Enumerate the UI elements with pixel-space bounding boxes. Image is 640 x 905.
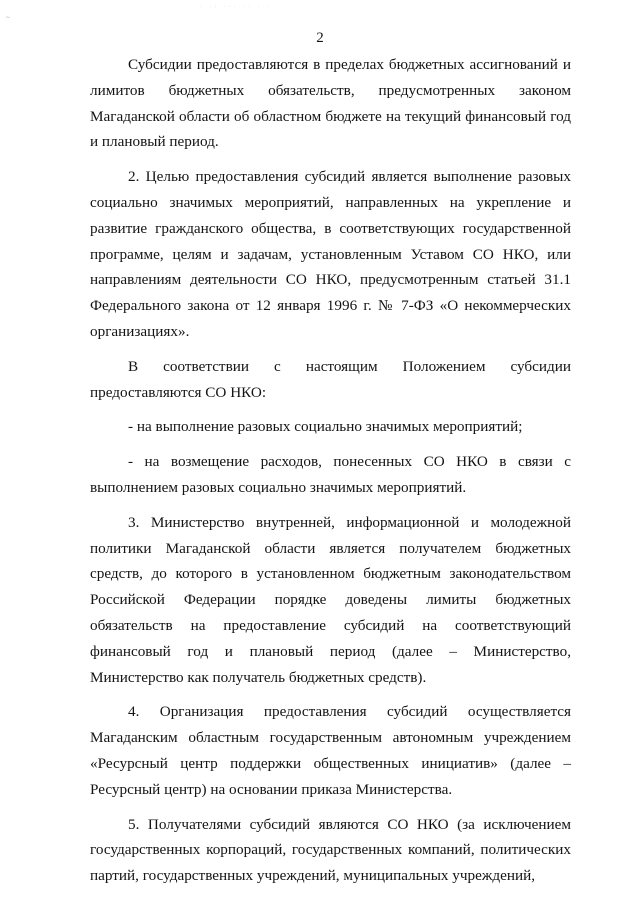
paragraph-5-recipients: 5. Получателями субсидий являются СО НКО (за исключением государственных корпораций, государственных компаний, политических партий, государственных учреждений, муниципальных учреждений, (90, 815, 571, 885)
paragraph-subsidies-provided: В соответствии с настоящим Положением субсидии предоставляются СО НКО: (90, 357, 571, 401)
list-item-events: - на выполнение разовых социально значимых мероприятий; (128, 418, 523, 436)
paragraph-budget-limits: Субсидии предоставляются в пределах бюджетных ассигнований и лимитов бюджетных обязательств, предусмотренных законом Магаданской области об областном бюджете на текущий финансовый год и плановый период. (90, 56, 571, 151)
paragraph-2-purpose: 2. Целью предоставления субсидий является выполнение разовых социально значимых мероприятий, направленных на укрепление и развитие гражданского общества, в соответствующих государственной программе, целям и задачам, установленным Уставом СО НКО, или направлениям деятельности СО НКО, предусмотренным статьей 31.1 Федерального закона от 12 января 1996 г. № 7-ФЗ «О некоммерческих организациях». (90, 168, 571, 340)
list-item-reimbursement: - на возмещение расходов, понесенных СО НКО в связи с выполнением разовых социально значимых мероприятий. (90, 453, 571, 496)
page-number: 2 (316, 30, 324, 46)
edge-mark: ~ (6, 14, 10, 22)
scan-artifact: · ·: ··· ·· · · (200, 4, 273, 10)
paragraph-4-organization: 4. Организация предоставления субсидий осуществляется Магаданским областным государственным автономным учреждением «Ресурсный центр поддержки общественных инициатив» (далее – Ресурсный центр) на основании приказа Министерства. (90, 703, 571, 798)
document-body (90, 52, 571, 889)
paragraph-3-ministry: 3. Министерство внутренней, информационной и молодежной политики Магаданской области является получателем бюджетных средств, до которого в установленном бюджетным законодательством Российской Федерации порядке доведены лимиты бюджетных обязательств на предоставление субсидий на соответствующий финансовый год и плановый период (далее – Министерство, Министерство как получатель бюджетных средств). (90, 513, 571, 686)
